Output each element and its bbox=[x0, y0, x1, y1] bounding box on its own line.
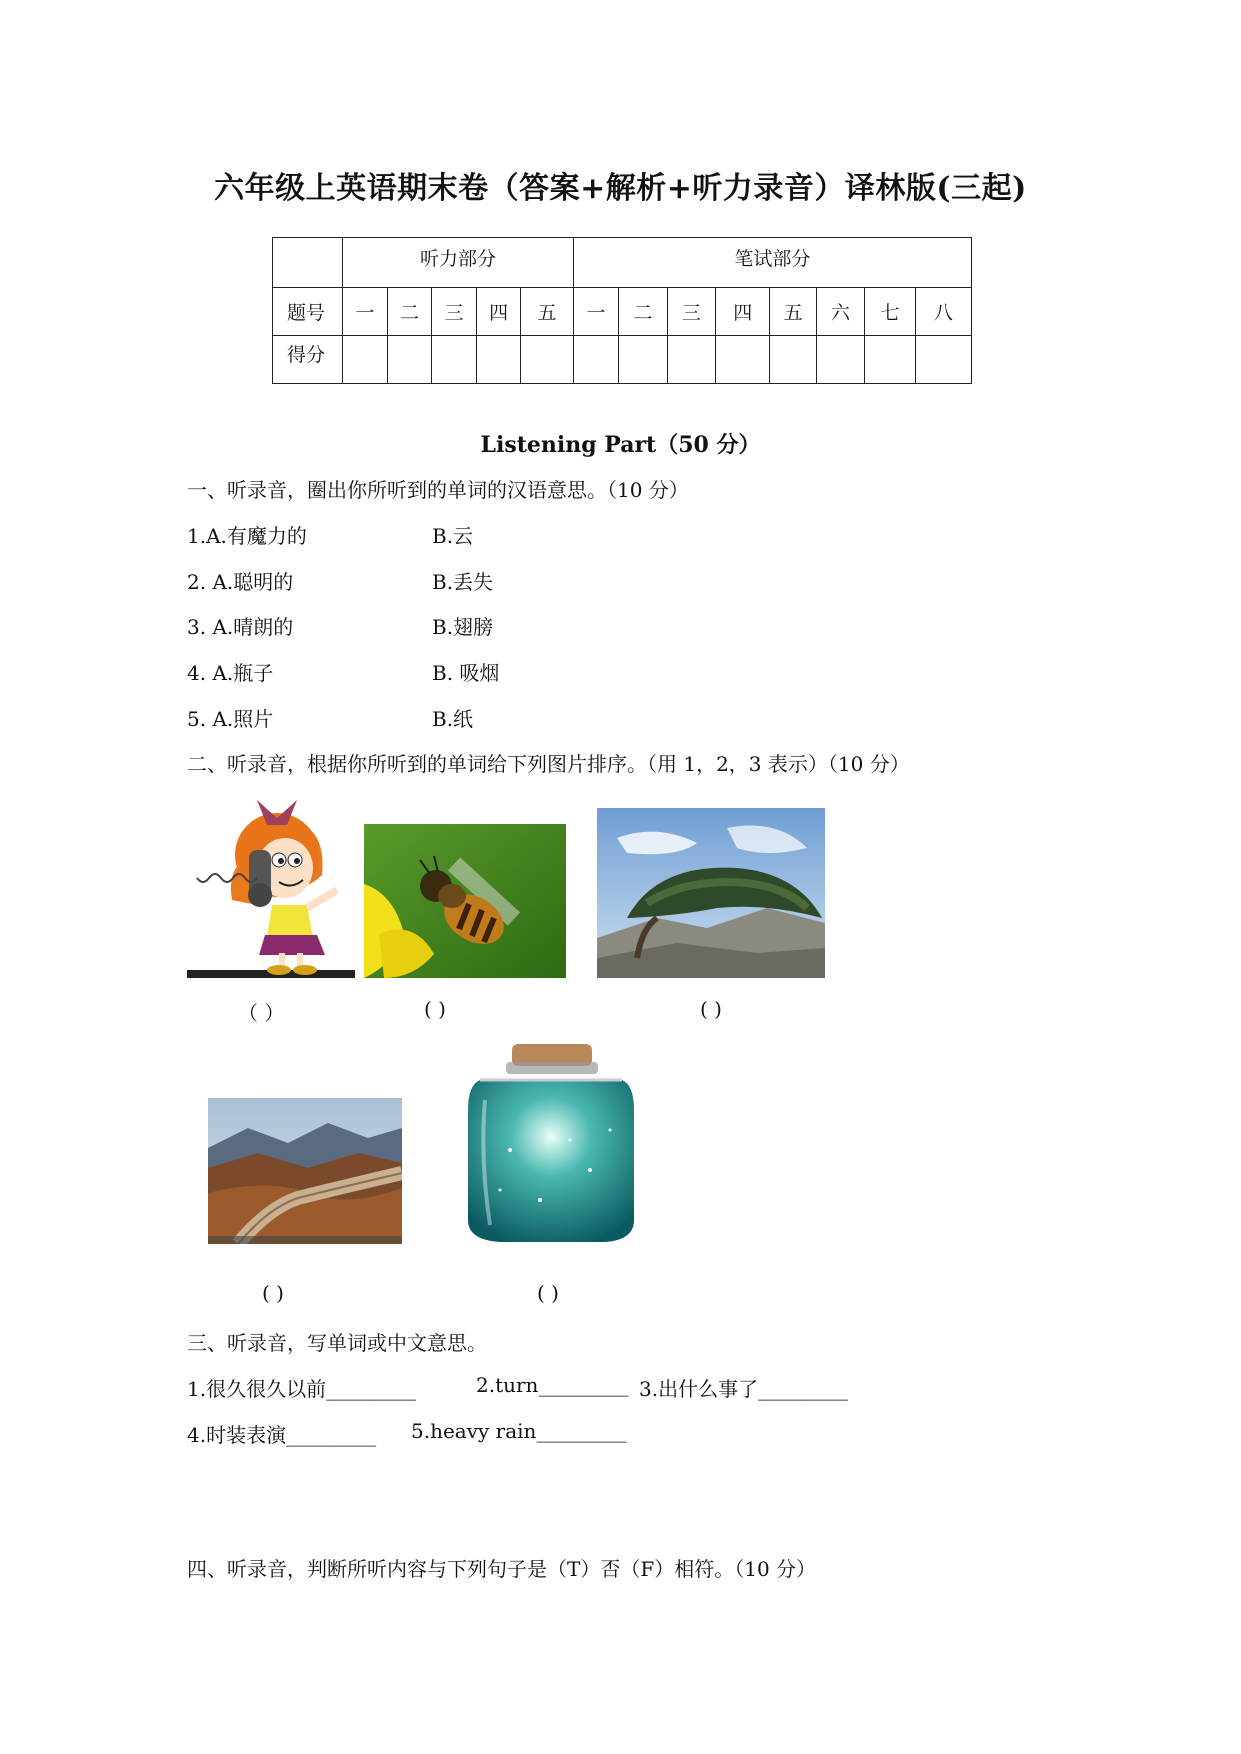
windy-tree-picture bbox=[597, 808, 825, 978]
score-input-cell[interactable] bbox=[476, 336, 521, 384]
q3-heading: 三、听录音，写单词或中文意思。 bbox=[187, 1331, 487, 1355]
q1-item-5-a[interactable]: 5. A.照片 bbox=[187, 707, 274, 731]
q2-answer-blank-5[interactable]: ( ) bbox=[537, 1281, 559, 1305]
score-table-cell: 四 bbox=[716, 288, 770, 336]
q3-item-2[interactable]: 2.turn_________ bbox=[476, 1373, 629, 1397]
score-input-cell[interactable] bbox=[619, 336, 667, 384]
magic-jar-picture bbox=[440, 1040, 662, 1246]
score-table-listening-header: 听力部分 bbox=[343, 238, 573, 288]
q1-item-2-a[interactable]: 2. A.聪明的 bbox=[187, 570, 294, 594]
great-wall-picture bbox=[208, 1098, 402, 1244]
q1-item-1-a[interactable]: 1.A.有魔力的 bbox=[187, 524, 307, 548]
score-table-cell: 二 bbox=[387, 288, 432, 336]
score-input-cell[interactable] bbox=[521, 336, 573, 384]
q1-item-1-b[interactable]: B.云 bbox=[432, 524, 474, 548]
q2-heading: 二、听录音，根据你所听到的单词给下列图片排序。（用 1，2，3 表示）（10 分） bbox=[187, 752, 910, 776]
score-table-cell: 八 bbox=[915, 288, 971, 336]
score-table-cell: 三 bbox=[667, 288, 715, 336]
q2-answer-blank-3[interactable]: ( ) bbox=[700, 997, 722, 1021]
page-title: 六年级上英语期末卷（答案+解析+听力录音）译林版(三起) bbox=[214, 171, 1027, 206]
score-table-cell: 四 bbox=[476, 288, 521, 336]
score-input-cell[interactable] bbox=[343, 336, 388, 384]
q1-item-2-b[interactable]: B.丢失 bbox=[432, 570, 494, 594]
score-input-cell[interactable] bbox=[770, 336, 816, 384]
score-input-cell[interactable] bbox=[915, 336, 971, 384]
q1-item-3-a[interactable]: 3. A.晴朗的 bbox=[187, 615, 294, 639]
score-input-cell[interactable] bbox=[573, 336, 618, 384]
score-table-cell: 三 bbox=[432, 288, 477, 336]
score-input-cell[interactable] bbox=[865, 336, 915, 384]
q1-item-3-b[interactable]: B.翅膀 bbox=[432, 615, 494, 639]
q3-item-1[interactable]: 1.很久很久以前_________ bbox=[187, 1377, 417, 1401]
q3-item-4[interactable]: 4.时装表演_________ bbox=[187, 1423, 377, 1447]
score-table-cell: 一 bbox=[343, 288, 388, 336]
bee-picture bbox=[364, 824, 566, 978]
q1-item-4-a[interactable]: 4. A.瓶子 bbox=[187, 661, 274, 685]
score-table-cell: 六 bbox=[816, 288, 864, 336]
score-table-number-label: 题号 bbox=[273, 288, 343, 336]
score-table-cell: 七 bbox=[865, 288, 915, 336]
score-input-cell[interactable] bbox=[432, 336, 477, 384]
score-table-score-label: 得分 bbox=[273, 336, 343, 384]
score-table-corner bbox=[273, 238, 343, 288]
listening-part-heading: Listening Part（50 分） bbox=[480, 432, 761, 458]
q3-item-3[interactable]: 3.出什么事了_________ bbox=[639, 1377, 849, 1401]
score-table-cell: 二 bbox=[619, 288, 667, 336]
score-table-cell: 五 bbox=[770, 288, 816, 336]
q3-item-5[interactable]: 5.heavy rain_________ bbox=[411, 1419, 627, 1443]
score-table bbox=[272, 237, 972, 384]
score-table-written-header: 笔试部分 bbox=[573, 238, 971, 288]
q1-heading: 一、听录音，圈出你所听到的单词的汉语意思。（10 分） bbox=[187, 478, 689, 502]
score-table-cell: 一 bbox=[573, 288, 618, 336]
q1-item-4-b[interactable]: B. 吸烟 bbox=[432, 661, 500, 685]
score-input-cell[interactable] bbox=[387, 336, 432, 384]
q4-heading: 四、听录音，判断所听内容与下列句子是（T）否（F）相符。（10 分） bbox=[187, 1557, 817, 1581]
q2-answer-blank-4[interactable]: ( ) bbox=[262, 1281, 284, 1305]
q2-answer-blank-2[interactable]: ( ) bbox=[424, 997, 446, 1021]
score-input-cell[interactable] bbox=[667, 336, 715, 384]
girl-telephone-picture bbox=[187, 790, 355, 978]
q2-answer-blank-1[interactable]: （ ） bbox=[238, 1001, 285, 1025]
score-table-cell: 五 bbox=[521, 288, 573, 336]
q1-item-5-b[interactable]: B.纸 bbox=[432, 707, 474, 731]
score-input-cell[interactable] bbox=[716, 336, 770, 384]
score-input-cell[interactable] bbox=[816, 336, 864, 384]
